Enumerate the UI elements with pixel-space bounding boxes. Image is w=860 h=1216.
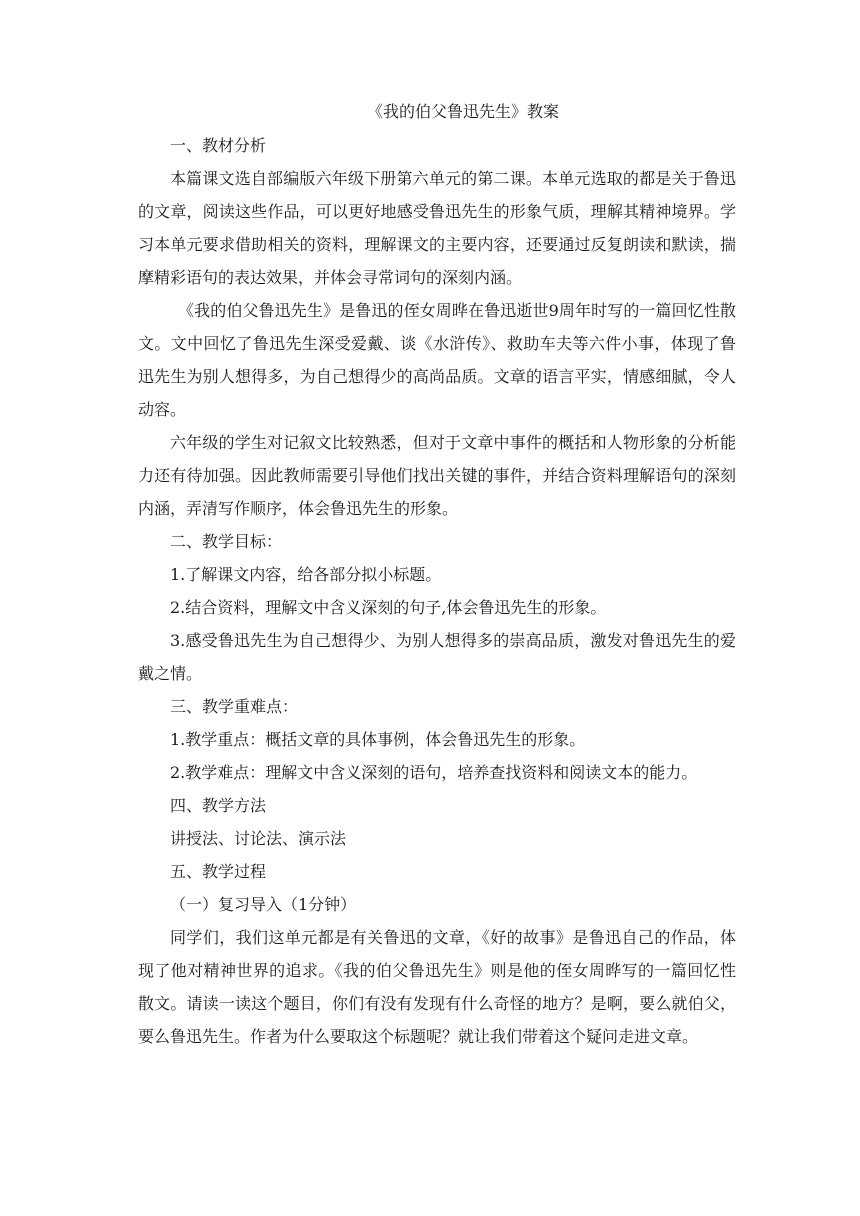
section-heading-key-points: 三、教学重难点： — [170, 697, 299, 716]
section-heading-teaching-goals: 二、教学目标： — [170, 532, 283, 551]
goal-item-1: 1.了解课文内容，给各部分拟小标题。 — [170, 565, 442, 584]
goal-item-3: 3.感受鲁迅先生为自己想得少、为别人想得多的崇高品质，激发对鲁迅先生的爱戴之情。 — [138, 631, 736, 683]
document-title: 《我的伯父鲁迅先生》教案 — [366, 102, 559, 121]
section-heading-teaching-methods: 四、教学方法 — [170, 796, 267, 815]
paragraph-review-intro: 同学们，我们这单元都是有关鲁迅的文章，《好的故事》是鲁迅自己的作品，体现了他对精神世界的追求。《我的伯父鲁迅先生》则是他的侄女周晔写的一篇回忆性散文。请读一读这个题目，你们有没有发现有什么奇怪的地方？是啊，要么就伯父，要么鲁迅先生。作者为什么要取这个标题呢？就让我们带着这个疑问走进文章。 — [138, 928, 736, 1046]
paragraph-text-introduction: 《我的伯父鲁迅先生》是鲁迅的侄女周晔在鲁迅逝世9周年时写的一篇回忆性散文。文中回忆了鲁迅先生深受爱戴、谈《水浒传》、救助车夫等六件小事，体现了鲁迅先生为别人想得多，为自己想得少的高尚品质。文章的语言平实，情感细腻，令人动容。 — [138, 301, 736, 419]
paragraph-student-analysis: 六年级的学生对记叙文比较熟悉，但对于文章中事件的概括和人物形象的分析能力还有待加强。因此教师需要引导他们找出关键的事件，并结合资料理解语句的深刻内涵，弄清写作顺序，体会鲁迅先生的形象。 — [138, 433, 736, 518]
key-point-item-1: 1.教学重点：概括文章的具体事例，体会鲁迅先生的形象。 — [170, 730, 586, 749]
key-point-item-2: 2.教学难点：理解文中含义深刻的语句，培养查找资料和阅读文本的能力。 — [170, 763, 698, 782]
section-heading-teaching-process: 五、教学过程 — [170, 862, 267, 881]
goal-item-2: 2.结合资料，理解文中含义深刻的句子,体会鲁迅先生的形象。 — [170, 598, 607, 617]
paragraph-unit-overview: 本篇课文选自部编版六年级下册第六单元的第二课。本单元选取的都是关于鲁迅的文章，阅读这些作品，可以更好地感受鲁迅先生的形象气质，理解其精神境界。学习本单元要求借助相关的资料，理解课文的主要内容，还要通过反复朗读和默读，揣摩精彩语句的表达效果，并体会寻常词句的深刻内涵。 — [138, 169, 736, 287]
subsection-heading-review: （一）复习导入（1分钟） — [170, 895, 357, 914]
section-heading-textbook-analysis: 一、教材分析 — [170, 136, 267, 155]
teaching-methods-text: 讲授法、讨论法、演示法 — [170, 829, 347, 848]
